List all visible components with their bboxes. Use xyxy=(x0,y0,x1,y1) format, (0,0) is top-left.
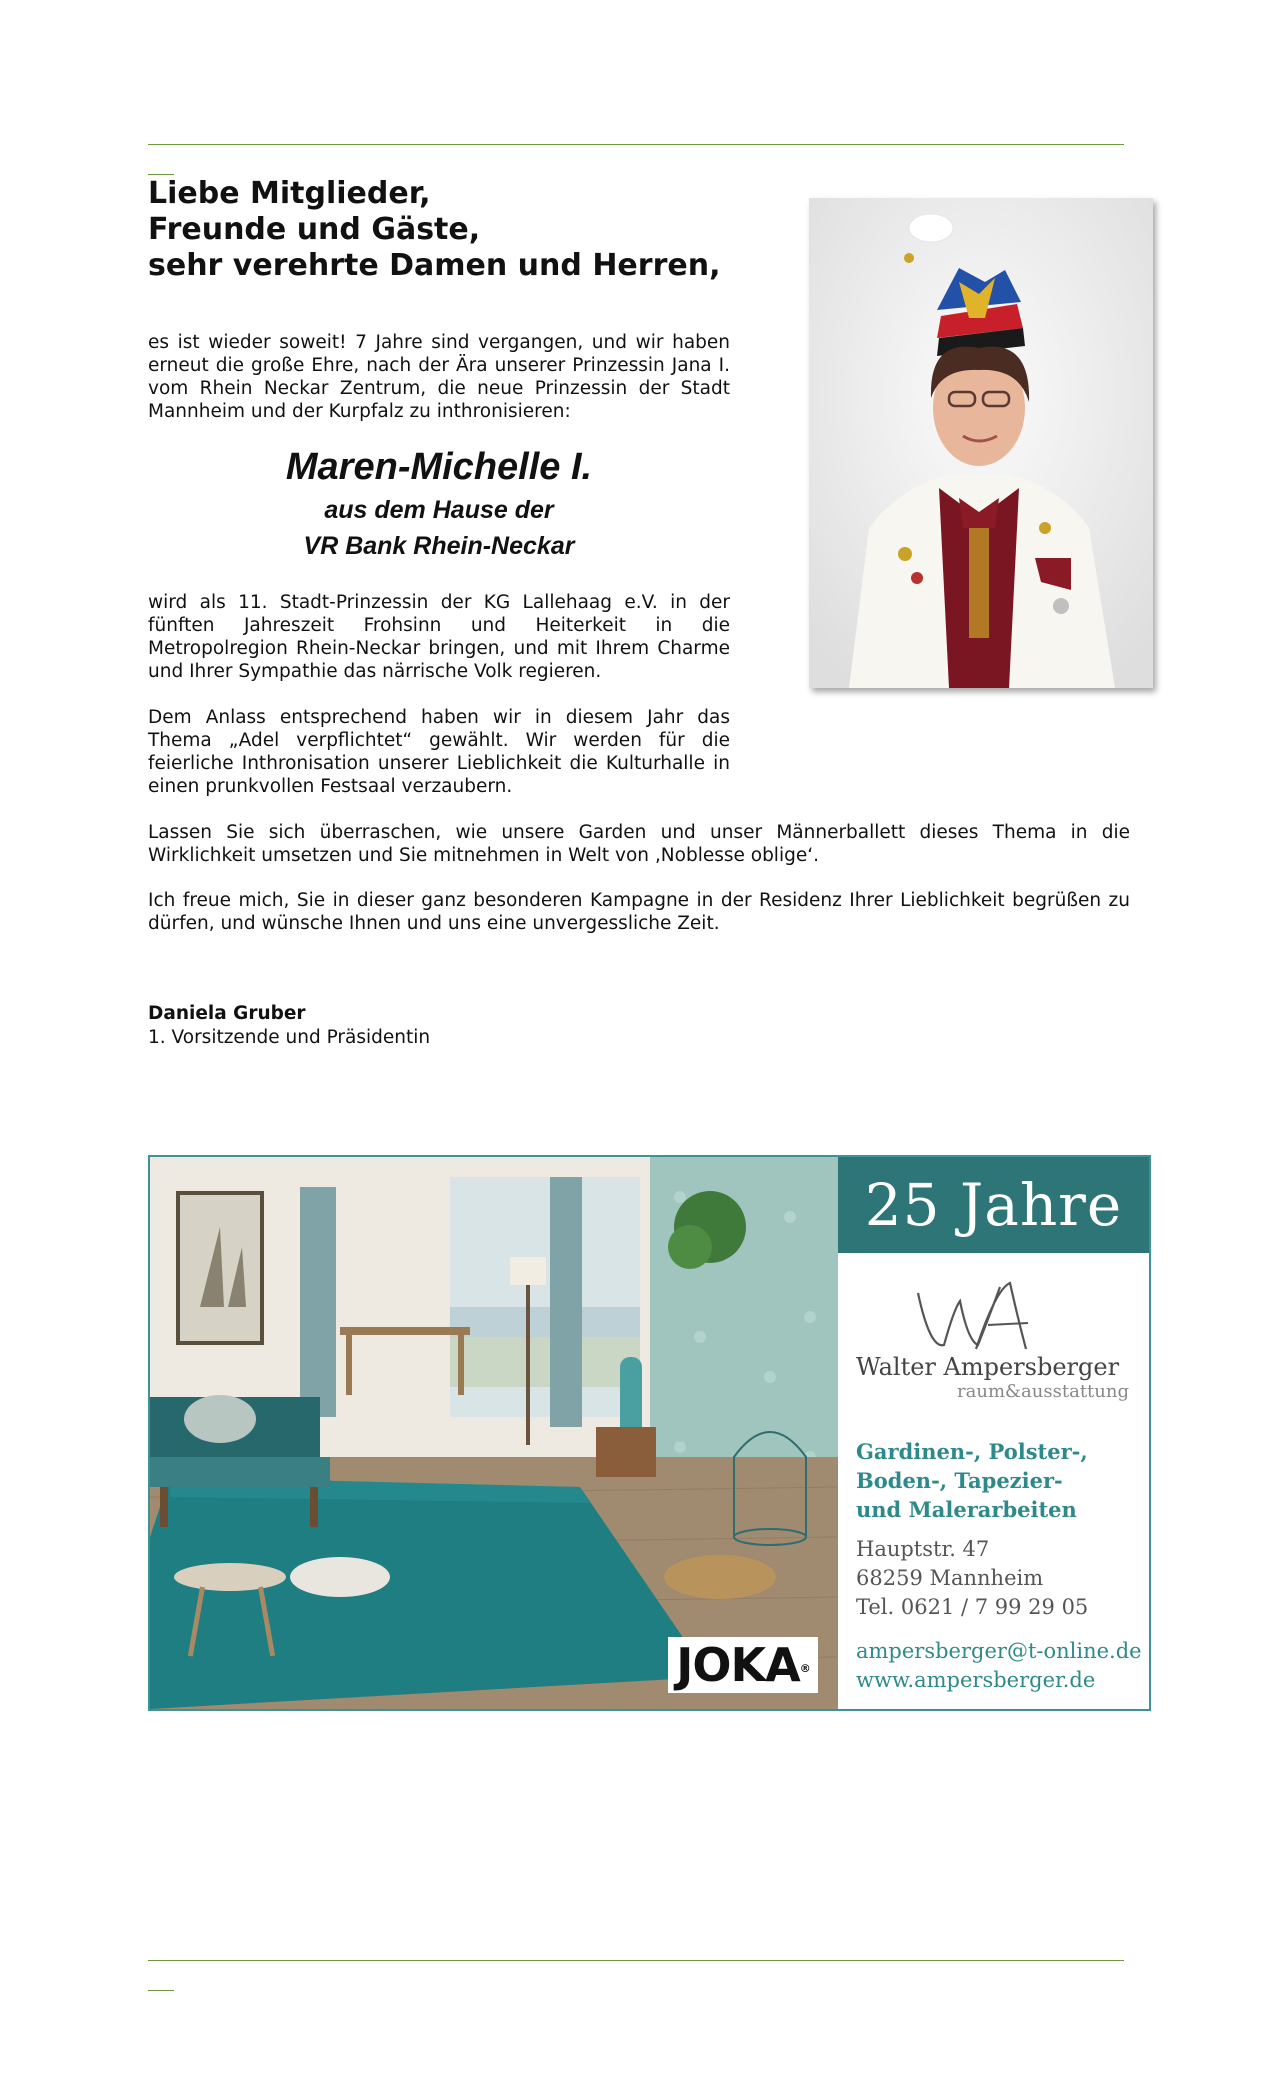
greeting-line-2: Freunde und Gäste, xyxy=(148,212,481,247)
intro-paragraph: es ist wieder soweit! 7 Jahre sind vergangen, und wir haben erneut die große Ehre, nach der Ära unserer Prinzessin Jana I. vom Rhein Neckar Zentrum, die neue Prinzessin der Stadt Mannheim und der Kurpfalz zu inthronisieren: xyxy=(148,332,730,422)
joka-brand-logo: JOKA® xyxy=(668,1637,818,1693)
princess-house-line: aus dem Hause der xyxy=(324,496,554,524)
advertisement xyxy=(148,1155,1151,1711)
ad-interior-photo xyxy=(150,1157,838,1709)
wa-monogram-logo xyxy=(910,1279,1040,1359)
signature-name: Daniela Gruber xyxy=(148,1003,306,1024)
signature-role: 1. Vorsitzende und Präsidentin xyxy=(148,1027,431,1048)
service-line-2: Boden-, Tapezier- xyxy=(856,1468,1063,1493)
bottom-rule-stub xyxy=(148,1990,174,1991)
body-paragraph-1: wird als 11. Stadt-Prinzessin der KG Lallehaag e.V. in der fünften Jahreszeit Frohsinn und Heiterkeit in die Metropolregion Rhein-Neckar bringen, und mit Ihrem Charme und Ihrer Sympathie das närrische Volk regieren. xyxy=(148,592,730,682)
body-paragraph-4: Ich freue mich, Sie in dieser ganz besonderen Kampagne in der Residenz Ihrer Lieblichkeit begrüßen zu dürfen, und wünsche Ihnen und uns eine unvergessliche Zeit. xyxy=(148,890,1130,934)
company-website[interactable]: www.ampersberger.de xyxy=(856,1668,1096,1692)
top-rule xyxy=(148,144,1124,145)
company-contact xyxy=(856,1637,1142,1695)
princess-name: Maren-Michelle I. xyxy=(285,446,593,488)
service-line-1: Gardinen-, Polster-, xyxy=(856,1439,1088,1464)
services-list xyxy=(856,1437,1141,1524)
princess-photo xyxy=(809,198,1153,688)
service-line-3: und Malerarbeiten xyxy=(856,1497,1077,1522)
address-street: Hauptstr. 47 xyxy=(856,1537,990,1561)
anniversary-banner: 25 Jahre xyxy=(838,1157,1149,1253)
princess-title-block xyxy=(148,442,730,564)
greeting-line-1: Liebe Mitglieder, xyxy=(148,176,431,211)
princess-portrait-illustration xyxy=(809,198,1153,688)
address-phone: Tel. 0621 / 7 99 29 05 xyxy=(856,1595,1089,1619)
company-subtitle: raum&ausstattung xyxy=(957,1381,1129,1402)
address-city: 68259 Mannheim xyxy=(856,1566,1044,1590)
greeting-heading xyxy=(148,176,720,284)
joka-brand-text: JOKA xyxy=(676,1638,800,1692)
princess-bank-line: VR Bank Rhein-Neckar xyxy=(303,532,575,560)
living-room-illustration xyxy=(150,1157,838,1709)
greeting-line-3: sehr verehrte Damen und Herren, xyxy=(148,248,721,283)
body-paragraph-2: Dem Anlass entsprechend haben wir in diesem Jahr das Thema „Adel verpflichtet“ gewählt. Wir werden für die feierliche Inthronisation unserer Lieblichkeit die Kulturhalle in einen prunkvollen Festsaal verzaubern. xyxy=(148,707,730,797)
ad-info-panel xyxy=(838,1157,1149,1709)
company-address xyxy=(856,1535,1088,1622)
bottom-rule xyxy=(148,1960,1124,1961)
top-rule-stub xyxy=(148,174,174,175)
company-email[interactable]: ampersberger@t-online.de xyxy=(856,1639,1142,1663)
body-paragraph-3: Lassen Sie sich überraschen, wie unsere Garden und unser Männerballett dieses Thema in die Wirklichkeit umsetzen und Sie mitnehmen in Welt von ‚Noblesse oblige‘. xyxy=(148,822,1130,866)
company-name: Walter Ampersberger xyxy=(856,1353,1120,1381)
